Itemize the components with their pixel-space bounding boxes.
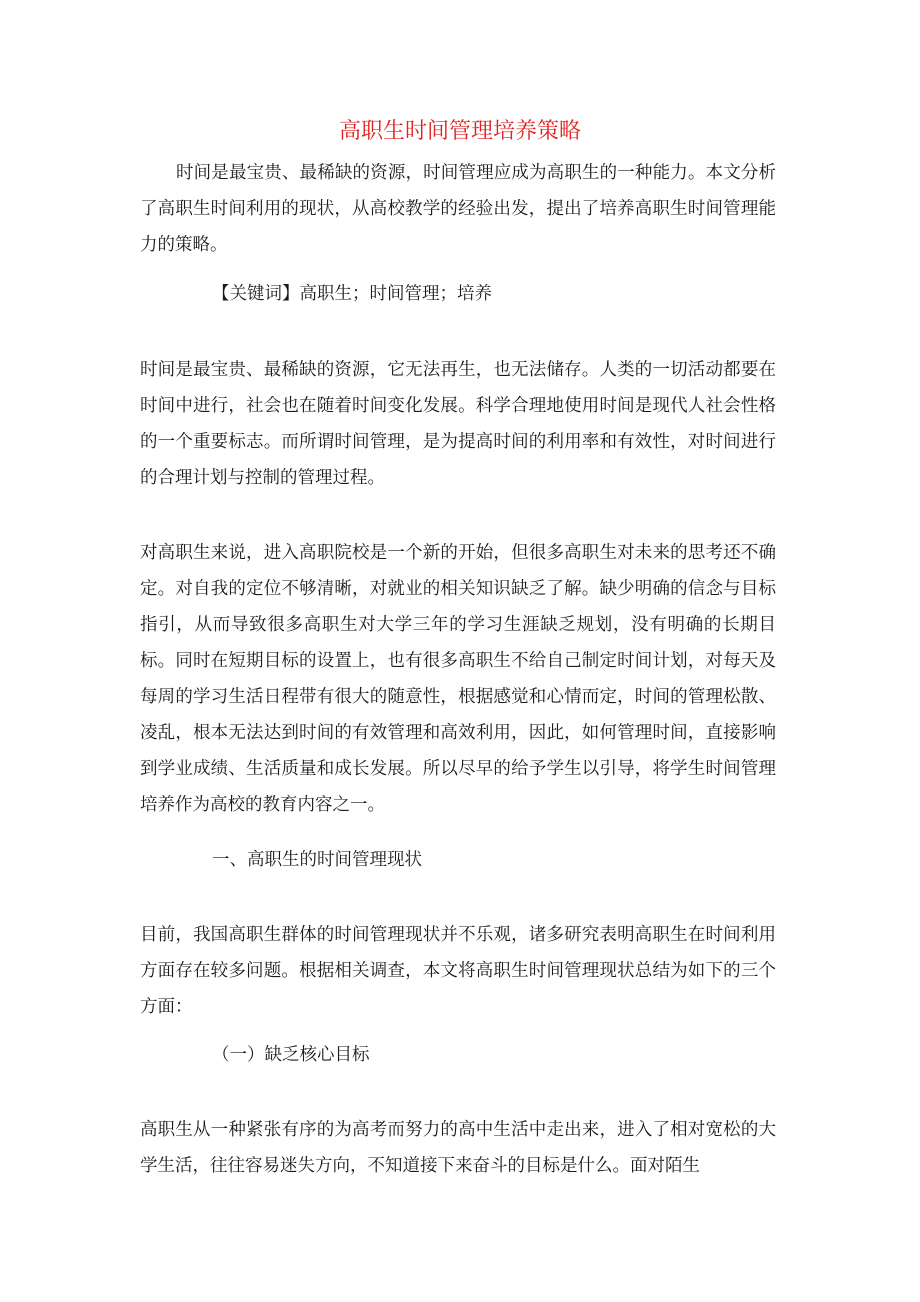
subsection-heading: （一）缺乏核心目标 <box>212 1045 370 1065</box>
body-paragraph-2: 对高职生来说，进入高职院校是一个新的开始，但很多高职生对未来的思考还不确定。对自我的定位不够清晰，对就业的相关知识缺乏了解。缺少明确的信念与目标指引，从而导致很多高职生对大学三年的学习生涯缺乏规划，没有明确的长期目标。同时在短期目标的设置上，也有很多高职生不给自己制定时间计划，对每天及每周的学习生活日程带有很大的随意性，根据感觉和心情而定，时间的管理松散、凌乱，根本无法达到时间的有效管理和高效利用，因此，如何管理时间，直接影响到学业成绩、生活质量和成长发展。所以尽早的给予学生以引导，将学生时间管理培养作为高校的教育内容之一。 <box>140 543 776 815</box>
section-heading: 一、高职生的时间管理现状 <box>212 850 422 870</box>
document-title: 高职生时间管理培养策略 <box>338 119 581 144</box>
body-paragraph-1: 时间是最宝贵、最稀缺的资源，它无法再生，也无法储存。人类的一切活动都要在时间中进行，社会也在随着时间变化发展。科学合理地使用时间是现代人社会性格的一个重要标志。而所谓时间管理，是为提高时间的利用率和有效性，对时间进行的合理计划与控制的管理过程。 <box>140 360 776 488</box>
abstract-paragraph: 时间是最宝贵、最稀缺的资源，时间管理应成为高职生的一种能力。本文分析了高职生时间利用的现状，从高校教学的经验出发，提出了培养高职生时间管理能力的策略。 <box>140 163 776 255</box>
body-paragraph-4: 高职生从一种紧张有序的为高考而努力的高中生活中走出来，进入了相对宽松的大学生活，往往容易迷失方向，不知道接下来奋斗的目标是什么。面对陌生 <box>140 1120 776 1176</box>
keywords-line: 【关键词】高职生；时间管理；培养 <box>212 284 492 304</box>
body-paragraph-3: 目前，我国高职生群体的时间管理现状并不乐观，诸多研究表明高职生在时间利用方面存在较多问题。根据相关调查，本文将高职生时间管理现状总结为如下的三个方面： <box>140 925 776 1017</box>
